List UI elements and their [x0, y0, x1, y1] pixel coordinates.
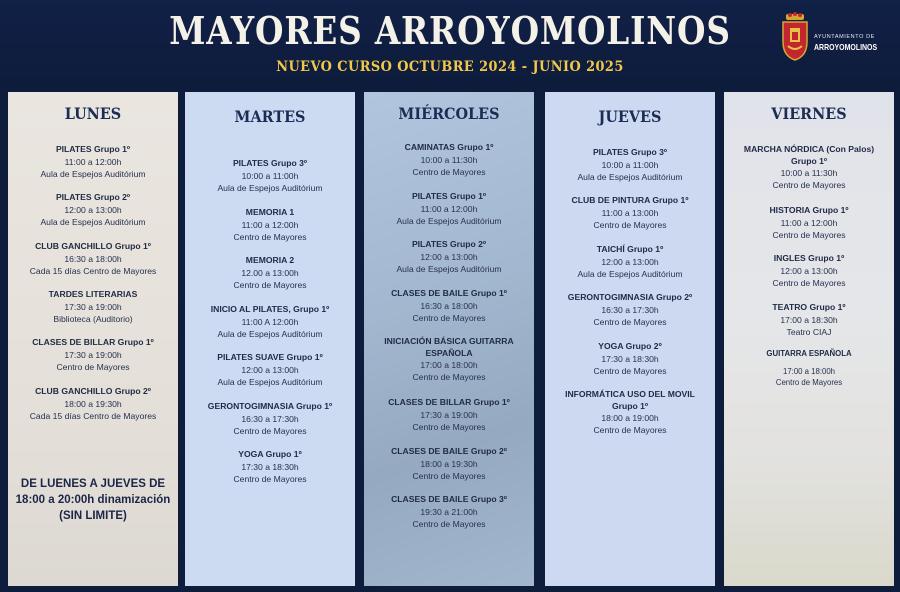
- activity-place: Centro de Mayores: [233, 473, 307, 484]
- activity-place: Centro de Mayores: [412, 372, 486, 383]
- activity-name: PILATES Grupo 1º: [411, 191, 487, 201]
- activity: [368, 142, 530, 178]
- activity: [189, 304, 351, 340]
- activity-name: TARDES LITERARIAS: [48, 289, 138, 299]
- activity: [728, 348, 890, 387]
- activity-place: Cada 15 días Centro de Mayores: [29, 265, 157, 276]
- activity-time: 12.00 a 13:00h: [241, 267, 299, 278]
- activity: [189, 401, 351, 437]
- activity: [368, 446, 530, 482]
- activity-name: CAMINATAS Grupo 1º: [404, 142, 494, 152]
- activity: [549, 195, 711, 231]
- activity-place: Aula de Espejos Auditórium: [577, 268, 683, 279]
- activity-name: INFORMÁTICA USO DEL MOVIL Grupo 1º: [565, 389, 695, 411]
- activity-place: Aula de Espejos Auditórium: [40, 168, 146, 179]
- activity-name: HISTORIA Grupo 1º: [769, 205, 849, 215]
- activity: [12, 192, 174, 228]
- activity: [189, 255, 351, 291]
- activity-time: 11:00 A 12:00h: [241, 316, 299, 327]
- activity-place: Centro de Mayores: [412, 166, 486, 177]
- activity: [732, 144, 886, 191]
- activity-time: 17:30 a 19:00h: [64, 349, 122, 360]
- activity: [549, 292, 711, 328]
- activity: [549, 341, 711, 377]
- activity-time: 16:30 a 17:30h: [601, 304, 659, 315]
- town-logo: [780, 12, 884, 66]
- activity-name: MARCHA NÓRDICA (Con Palos) Grupo 1º: [743, 144, 875, 166]
- activity-time: 10:00 a 11:30h: [780, 168, 838, 178]
- activity-place: Aula de Espejos Auditórium: [217, 376, 323, 387]
- activity-name: CLUB DE PINTURA Grupo 1º: [571, 195, 689, 205]
- activity-place: Centro de Mayores: [775, 377, 843, 387]
- activity: [189, 449, 351, 485]
- activity-name: PILATES Grupo 1º: [55, 144, 131, 154]
- activity-time: 19:30 a 21:00h: [420, 506, 478, 517]
- activity: [189, 158, 351, 194]
- activity-name: CLUB GANCHILLO Grupo 2º: [35, 386, 151, 396]
- activity-name: INICIACIÓN BÁSICA GUITARRA ESPAÑOLA: [384, 336, 514, 358]
- activity-time: 17:30 a 19:00h: [64, 301, 122, 312]
- activity-time: 16:30 a 18:00h: [420, 300, 478, 311]
- activity-name: MEMORIA 2: [245, 255, 295, 265]
- activity-time: 12:00 a 13:00h: [64, 204, 122, 215]
- activity: [189, 352, 351, 388]
- activity-time: 12:00 a 13:00h: [241, 364, 299, 375]
- activity-time: 18:00 a 19:30h: [420, 458, 478, 469]
- day-title: LUNES: [64, 104, 122, 123]
- activity-name: PILATES Grupo 3º: [232, 158, 308, 168]
- dynamization-note: DE LUENES A JUEVES DE 18:00 a 20:00h dinamización (SIN LIMITE): [15, 478, 171, 522]
- day-title: MIÉRCOLES: [398, 104, 500, 123]
- activity-place: Aula de Espejos Auditórium: [217, 182, 323, 193]
- activity-name: TEATRO Grupo 1º: [772, 302, 846, 312]
- column-viernes: [724, 92, 894, 586]
- logo-line-1: AYUNTAMIENTO DE: [814, 34, 875, 40]
- activity-place: Centro de Mayores: [593, 219, 667, 230]
- activity-time: 17:00 a 18:30h: [780, 314, 838, 325]
- activity-place: Centro de Mayores: [412, 518, 486, 529]
- logo-line-2: ARROYOMOLINOS: [814, 42, 878, 52]
- activity-place: Centro de Mayores: [412, 421, 486, 432]
- activity-place: Biblioteca (Auditorio): [53, 313, 133, 324]
- activity-time: 10:00 a 11:00h: [241, 170, 299, 181]
- activity-time: 11:00 a 12:00h: [64, 156, 122, 167]
- activity-name: PILATES Grupo 3º: [592, 147, 668, 157]
- activity-place: Centro de Mayores: [593, 425, 667, 436]
- activity-name: CLASES DE BAILE Grupo 2º: [391, 446, 507, 456]
- activity-time: 12:00 a 13:00h: [780, 265, 838, 276]
- activity-name: CLASES DE BILLAR Grupo 1º: [388, 397, 510, 407]
- activity-time: 11:00 a 12:00h: [241, 219, 299, 230]
- activity-place: Centro de Mayores: [233, 279, 307, 290]
- activity-time: 11:00 a 12:00h: [420, 203, 478, 214]
- activity: [368, 397, 530, 433]
- activity: [368, 494, 530, 530]
- activity-name: INICIO AL PILATES, Grupo 1º: [210, 304, 330, 314]
- activity-time: 11:00 a 12:00h: [780, 217, 838, 228]
- activity-name: CLASES DE BILLAR Grupo 1º: [32, 337, 154, 347]
- activity-place: Centro de Mayores: [412, 470, 486, 481]
- activity-place: Centro de Mayores: [56, 361, 130, 372]
- column-martes: [185, 92, 355, 586]
- activity-name: GUITARRA ESPAÑOLA: [766, 349, 852, 358]
- activity: [12, 386, 174, 422]
- activity-time: 18:00 a 19:00h: [601, 413, 659, 423]
- activity: [561, 389, 699, 436]
- activity-time: 18:00 a 19:30h: [64, 398, 122, 409]
- activity-place: Aula de Espejos Auditórium: [396, 215, 502, 226]
- activity-time: 11:00 a 13:00h: [601, 207, 659, 218]
- day-title: JUEVES: [598, 107, 662, 126]
- activity: [549, 244, 711, 280]
- day-title: MARTES: [234, 107, 306, 126]
- activity-time: 17:00 a 18:00h: [420, 360, 478, 370]
- column-miercoles: [364, 92, 534, 586]
- activity: [728, 205, 890, 241]
- activity-time: 17:00 a 18:00h: [782, 366, 836, 376]
- activity-time: 17:30 a 18:30h: [601, 353, 659, 364]
- activity-name: CLUB GANCHILLO Grupo 1º: [35, 241, 151, 251]
- column-jueves: [545, 92, 715, 586]
- activity-place: Centro de Mayores: [233, 231, 307, 242]
- activity: [12, 241, 174, 277]
- activity-name: GERONTOGIMNASIA Grupo 1º: [207, 401, 333, 411]
- activity: [728, 302, 890, 338]
- day-title: VIERNES: [771, 104, 847, 123]
- activity-place: Cada 15 días Centro de Mayores: [29, 410, 157, 421]
- column-lunes: [8, 92, 178, 586]
- activity-time: 16:30 a 18:00h: [64, 253, 122, 264]
- activity: [12, 337, 174, 373]
- activity-name: CLASES DE BAILE Grupo 3º: [391, 494, 507, 504]
- activity-place: Teatro CIAJ: [786, 326, 832, 337]
- activity-time: 10:00 a 11:00h: [601, 159, 659, 170]
- activity-time: 10:00 a 11:30h: [420, 154, 478, 165]
- activity-name: CLASES DE BAILE Grupo 1º: [391, 288, 507, 298]
- activity-name: PILATES Grupo 2º: [411, 239, 487, 249]
- schedule-columns: [0, 90, 900, 592]
- activity: [368, 239, 530, 275]
- activity-place: Centro de Mayores: [772, 277, 846, 288]
- activity-time: 17:30 a 18:30h: [241, 461, 299, 472]
- activity-place: Centro de Mayores: [593, 316, 667, 327]
- activity: [12, 289, 174, 325]
- activity: [728, 253, 890, 289]
- activity-name: PILATES SUAVE Grupo 1º: [217, 352, 323, 362]
- activity-time: 17:30 a 19:00h: [420, 409, 478, 420]
- activity-name: GERONTOGIMNASIA Grupo 2º: [567, 292, 693, 302]
- activity-place: Centro de Mayores: [772, 229, 846, 240]
- activity-name: YOGA Grupo 1º: [238, 449, 302, 459]
- activity-place: Aula de Espejos Auditórium: [396, 263, 502, 274]
- activity-time: 12:00 a 13:00h: [420, 251, 478, 262]
- activity-place: Centro de Mayores: [233, 425, 307, 436]
- activity-time: 12:00 a 13:00h: [601, 256, 659, 267]
- page-subtitle: NUEVO CURSO OCTUBRE 2024 - JUNIO 2025: [276, 59, 624, 75]
- activity-time: 16:30 a 17:30h: [241, 413, 299, 424]
- header: [0, 0, 900, 90]
- activity-place: Centro de Mayores: [593, 365, 667, 376]
- activity: [189, 207, 351, 243]
- activity-name: YOGA Grupo 2º: [598, 341, 662, 351]
- activity: [368, 288, 530, 324]
- activity: [372, 336, 526, 383]
- coat-of-arms-icon: [780, 12, 810, 62]
- activity-place: Centro de Mayores: [412, 312, 486, 323]
- activity-name: TAICHÍ Grupo 1º: [596, 244, 664, 254]
- activity-place: Centro de Mayores: [772, 180, 846, 191]
- activity-place: Aula de Espejos Auditórium: [40, 216, 146, 227]
- activity-place: Aula de Espejos Auditórium: [217, 328, 323, 339]
- activity: [12, 144, 174, 180]
- activity: [368, 191, 530, 227]
- activity-name: MEMORIA 1: [245, 207, 295, 217]
- activity: [549, 147, 711, 183]
- activity-name: PILATES Grupo 2º: [55, 192, 131, 202]
- activity-name: INGLES Grupo 1º: [773, 253, 845, 263]
- activity-place: Aula de Espejos Auditórium: [577, 171, 683, 182]
- page-title: MAYORES ARROYOMOLINOS: [169, 8, 731, 53]
